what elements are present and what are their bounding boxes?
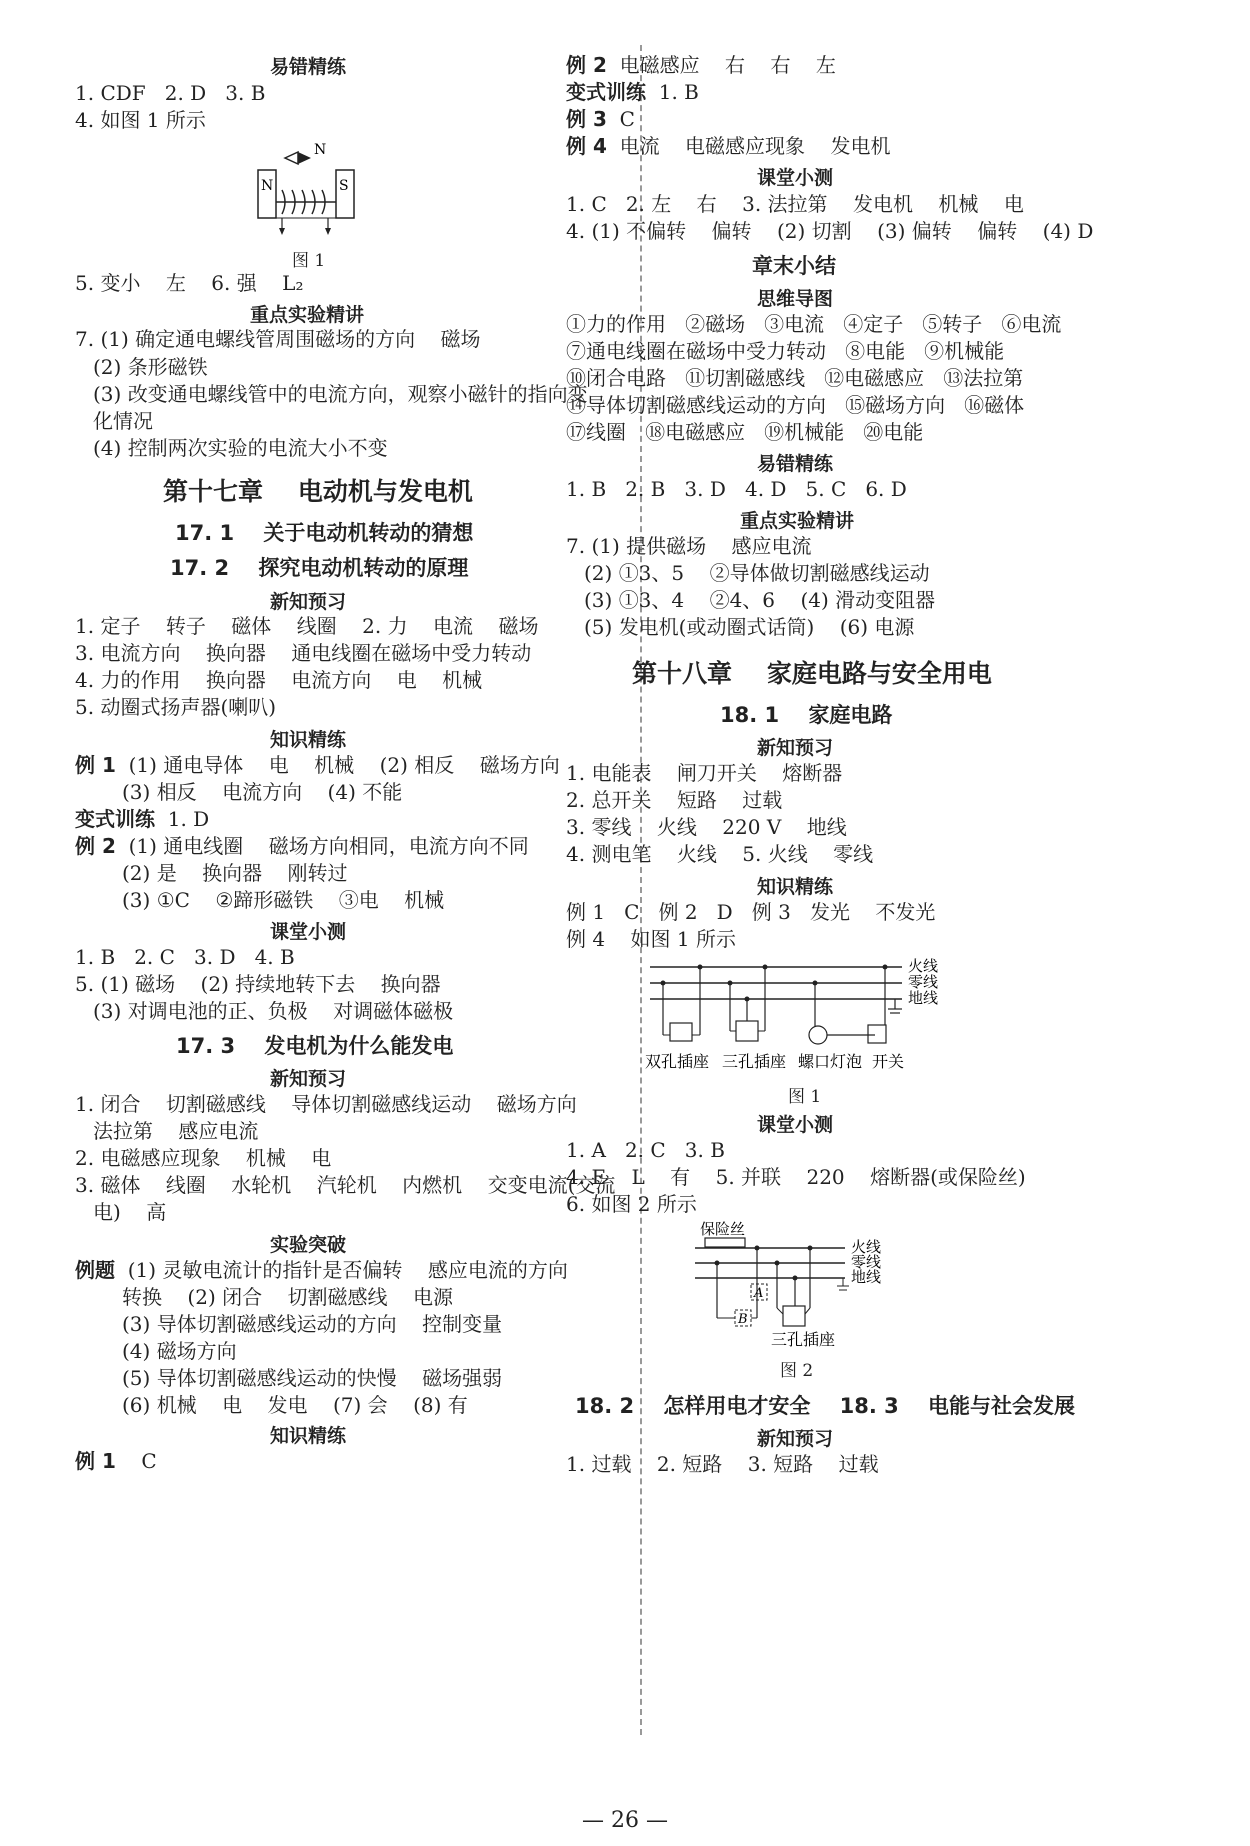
answer-line: (5) 导体切割磁感线运动的快慢 磁场强弱 <box>122 1366 503 1390</box>
section-heading: 易错精练 <box>757 453 834 475</box>
answer-line: (4) 控制两次实验的电流大小不变 <box>93 436 388 460</box>
answer-line: 4. E L 有 5. 并联 220 熔断器(或保险丝) <box>566 1165 1026 1189</box>
section-title: 17. 1 关于电动机转动的猜想 <box>175 521 474 545</box>
answer-line: 7. (1) 确定通电螺线管周围磁场的方向 磁场 <box>75 327 481 351</box>
section-heading: 知识精练 <box>270 729 347 751</box>
section-heading: 实验突破 <box>270 1234 347 1256</box>
svg-text:螺口灯泡: 螺口灯泡 <box>798 1052 863 1071</box>
figure-2-fuse-circuit <box>695 1218 905 1353</box>
answer-line: 1. C 2. 左 右 3. 法拉第 发电机 机械 电 <box>566 192 1024 216</box>
section-title: 18. 2 怎样用电才安全 18. 3 电能与社会发展 <box>575 1394 1075 1418</box>
column-divider <box>640 45 642 1735</box>
svg-text:地线: 地线 <box>908 989 939 1007</box>
answer-line: (4) 磁场方向 <box>122 1339 237 1363</box>
answer-line: 化情况 <box>93 409 153 433</box>
section-title: 18. 1 家庭电路 <box>720 703 893 727</box>
figure-caption: 图 1 <box>788 1087 822 1107</box>
svg-text:零线: 零线 <box>851 1253 882 1271</box>
svg-text:三孔插座: 三孔插座 <box>771 1330 836 1349</box>
answer-line: 变式训练 1. B <box>566 80 699 104</box>
answer-line: 3. 电流方向 换向器 通电线圈在磁场中受力转动 <box>75 641 532 665</box>
answer-line: (5) 发电机(或动圈式话筒) (6) 电源 <box>584 615 915 639</box>
figure-1-solenoid <box>240 140 380 240</box>
answer-line: 5. 动圈式扬声器(喇叭) <box>75 695 277 719</box>
answer-line: 1. CDF 2. D 3. B <box>75 81 266 105</box>
answer-line: 法拉第 感应电流 <box>93 1119 259 1143</box>
answer-line: 1. 定子 转子 磁体 线圈 2. 力 电流 磁场 <box>75 614 539 638</box>
answer-line: (2) 条形磁铁 <box>93 355 208 379</box>
answer-line: (3) 相反 电流方向 (4) 不能 <box>122 780 403 804</box>
section-heading: 知识精练 <box>757 876 834 898</box>
answer-line: 5. 变小 左 6. 强 L₂ <box>75 271 304 295</box>
section-title: 17. 3 发电机为什么能发电 <box>176 1034 454 1058</box>
answer-line: 1. 过载 2. 短路 3. 短路 过载 <box>566 1452 879 1476</box>
answer-line: 2. 总开关 短路 过载 <box>566 788 783 812</box>
answer-line: 6. 如图 2 所示 <box>566 1192 697 1216</box>
answer-line: 3. 零线 火线 220 V 地线 <box>566 815 847 839</box>
answer-line: (6) 机械 电 发电 (7) 会 (8) 有 <box>122 1393 468 1417</box>
svg-text:零线: 零线 <box>908 973 939 991</box>
svg-text:保险丝: 保险丝 <box>700 1220 746 1238</box>
answer-line: 例 3 C <box>566 107 635 131</box>
section-heading: 新知预习 <box>757 737 834 759</box>
answer-line: ①力的作用 ②磁场 ③电流 ④定子 ⑤转子 ⑥电流 <box>566 312 1062 336</box>
answer-line: (3) 导体切割磁感线运动的方向 控制变量 <box>122 1312 503 1336</box>
svg-text:火线: 火线 <box>851 1238 882 1256</box>
section-heading: 重点实验精讲 <box>250 304 365 326</box>
section-heading: 思维导图 <box>757 288 834 310</box>
answer-line: 1. A 2. C 3. B <box>566 1138 725 1162</box>
answer-line: 例 2 (1) 通电线圈 磁场方向相同，电流方向不同 <box>75 834 529 858</box>
answer-line: ⑩闭合电路 ⑪切割磁感线 ⑫电磁感应 ⑬法拉第 <box>566 366 1024 390</box>
section-heading: 新知预习 <box>270 1068 347 1090</box>
answer-line: 2. 电磁感应现象 机械 电 <box>75 1146 332 1170</box>
figure-1-household-circuit <box>640 955 950 1075</box>
answer-line: ⑰线圈 ⑱电磁感应 ⑲机械能 ⑳电能 <box>566 420 924 444</box>
answer-line: 变式训练 1. D <box>75 807 210 831</box>
answer-line: 例 4 电流 电磁感应现象 发电机 <box>566 134 891 158</box>
answer-line: 4. 测电笔 火线 5. 火线 零线 <box>566 842 874 866</box>
section-heading: 课堂小测 <box>270 921 347 943</box>
answer-line: 4. 力的作用 换向器 电流方向 电 机械 <box>75 668 483 692</box>
answer-line: (2) ①3、5 ②导体做切割磁感线运动 <box>584 561 930 585</box>
section-title: 章末小结 <box>752 254 836 278</box>
answer-line: 例 4 如图 1 所示 <box>566 927 736 951</box>
svg-text:开关: 开关 <box>872 1052 905 1071</box>
answer-line: 例 2 电磁感应 右 右 左 <box>566 53 836 77</box>
answer-line: 例 1 C <box>75 1449 157 1473</box>
answer-line: 1. B 2. B 3. D 4. D 5. C 6. D <box>566 477 907 501</box>
svg-text:三孔插座: 三孔插座 <box>722 1052 787 1071</box>
svg-text:B: B <box>738 1312 748 1327</box>
section-heading: 课堂小测 <box>757 167 834 189</box>
section-heading: 易错精练 <box>270 56 347 78</box>
svg-text:地线: 地线 <box>851 1268 882 1286</box>
answer-line: 转换 (2) 闭合 切割磁感线 电源 <box>122 1285 453 1309</box>
answer-line: 例 1 (1) 通电导体 电 机械 (2) 相反 磁场方向 <box>75 753 560 777</box>
answer-line: 1. 电能表 闸刀开关 熔断器 <box>566 761 843 785</box>
answer-line: 1. B 2. C 3. D 4. B <box>75 945 295 969</box>
section-heading: 新知预习 <box>270 591 347 613</box>
section-heading: 新知预习 <box>757 1428 834 1450</box>
n-label: N <box>314 142 327 158</box>
figure-caption: 图 2 <box>780 1361 814 1381</box>
answer-line: (3) 改变通电螺线管中的电流方向，观察小磁针的指向变 <box>93 382 588 406</box>
answer-line: 4. 如图 1 所示 <box>75 108 206 132</box>
answer-line: 例题 (1) 灵敏电流计的指针是否偏转 感应电流的方向 <box>75 1258 568 1282</box>
answer-line: 7. (1) 提供磁场 感应电流 <box>566 534 812 558</box>
answer-line: 电) 高 <box>93 1200 167 1224</box>
section-heading: 重点实验精讲 <box>740 510 855 532</box>
answer-line: 1. 闭合 切割磁感线 导体切割磁感线运动 磁场方向 <box>75 1092 577 1116</box>
answer-line: (2) 是 换向器 刚转过 <box>122 861 348 885</box>
section-title: 17. 2 探究电动机转动的原理 <box>170 556 469 580</box>
svg-text:火线: 火线 <box>908 957 939 975</box>
answer-line: ⑦通电线圈在磁场中受力转动 ⑧电能 ⑨机械能 <box>566 339 1005 363</box>
svg-text:S: S <box>339 178 349 194</box>
chapter-title: 第十七章 电动机与发电机 <box>163 477 473 506</box>
answer-line: (3) ①C ②蹄形磁铁 ③电 机械 <box>122 888 445 912</box>
answer-line: 4. (1) 不偏转 偏转 (2) 切割 (3) 偏转 偏转 (4) D <box>566 219 1094 243</box>
svg-text:A: A <box>754 1286 764 1301</box>
page-number: — 26 — <box>582 1808 668 1833</box>
answer-line: 5. (1) 磁场 (2) 持续地转下去 换向器 <box>75 972 441 996</box>
answer-line: (3) 对调电池的正、负极 对调磁体磁极 <box>93 999 454 1023</box>
chapter-title: 第十八章 家庭电路与安全用电 <box>632 659 992 688</box>
answer-line: 例 1 C 例 2 D 例 3 发光 不发光 <box>566 900 936 924</box>
section-heading: 课堂小测 <box>757 1114 834 1136</box>
section-heading: 知识精练 <box>270 1425 347 1447</box>
answer-line: (3) ①3、4 ②4、6 (4) 滑动变阻器 <box>584 588 936 612</box>
answer-line: 3. 磁体 线圈 水轮机 汽轮机 内燃机 交变电流(交流 <box>75 1173 616 1197</box>
answer-line: ⑭导体切割磁感线运动的方向 ⑮磁场方向 ⑯磁体 <box>566 393 1025 417</box>
figure-caption: 图 1 <box>292 251 326 271</box>
svg-text:双孔插座: 双孔插座 <box>645 1052 710 1071</box>
svg-text:N: N <box>261 178 274 194</box>
